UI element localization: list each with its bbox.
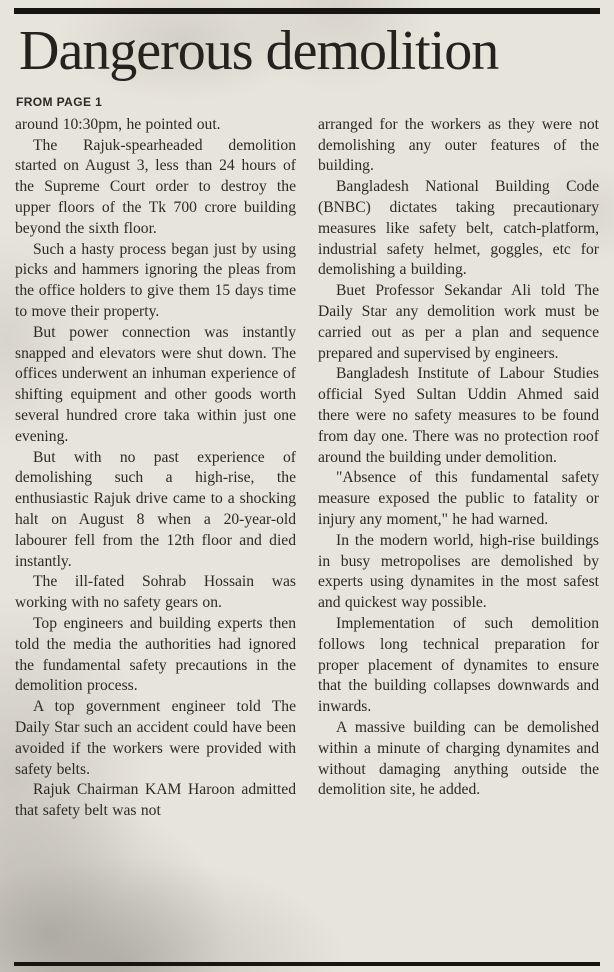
right-column bbox=[318, 115, 599, 956]
paragraph: Bangladesh National Building Code (BNBC) dictates taking precautionary measures like safety belt, catch-platform, industrial safety helmet, goggles, etc for demolishing a building. bbox=[318, 178, 599, 279]
paragraph: "Absence of this fundamental safety measure exposed the public to fatality or injury any moment," he had warned. bbox=[318, 469, 599, 528]
bottom-rule bbox=[14, 962, 600, 966]
article-body bbox=[15, 115, 599, 956]
paragraph: Buet Professor Sekandar Ali told The Daily Star any demolition work must be carried out as per a plan and sequence prepared and supervised by engineers. bbox=[318, 282, 599, 362]
paragraph: The Rajuk-spearheaded demolition started on August 3, less than 24 hours of the Supreme Court order to destroy the upper floors of the Tk 700 crore building beyond the sixth floor. bbox=[15, 136, 296, 237]
from-page-label: FROM PAGE 1 bbox=[16, 94, 103, 109]
paragraph: A massive building can be demolished within a minute of charging dynamites and without damaging anything outside the demolition site, he added. bbox=[318, 718, 599, 799]
article-title: Dangerous demolition bbox=[19, 20, 499, 82]
paragraph: Rajuk Chairman KAM Haroon admitted that safety belt was not bbox=[15, 781, 296, 820]
paragraph: Implementation of such demolition follows long technical preparation for proper placement of dynamites to ensure that the building collapses downwards and inwards. bbox=[318, 614, 599, 716]
paragraph: Such a hasty process began just by using picks and hammers ignoring the pleas from the office holders to give them 15 days time to move their property. bbox=[15, 240, 296, 320]
paragraph: Top engineers and building experts then told the media the authorities had ignored the fundamental safety precautions in the demolition process. bbox=[15, 614, 296, 695]
paragraph: The ill-fated Sohrab Hossain was working with no safety gears on. bbox=[15, 573, 296, 612]
paragraph: In the modern world, high-rise buildings in busy metropolises are demolished by experts using dynamites in the most safest and quickest way possible. bbox=[318, 531, 599, 612]
paragraph: around 10:30pm, he pointed out. bbox=[15, 115, 221, 133]
paragraph: But power connection was instantly snapped and elevators were shut down. The offices underwent an inhuman experience of shifting equipment and other goods worth several hundred crore taka within just one evening. bbox=[15, 323, 296, 445]
paragraph: A top government engineer told The Daily Star such an accident could have been avoided if the workers were provided with safety belts. bbox=[15, 698, 296, 778]
top-rule bbox=[14, 8, 600, 14]
paragraph: arranged for the workers as they were not demolishing any outer features of the building. bbox=[318, 115, 599, 175]
left-column bbox=[15, 115, 296, 956]
paragraph: Bangladesh Institute of Labour Studies official Syed Sultan Uddin Ahmed said there were no safety measures to be found from day one. There was no protection roof around the building under demolition. bbox=[318, 365, 599, 466]
paragraph: But with no past experience of demolishing such a high-rise, the enthusiastic Rajuk drive came to a shocking halt on August 8 when a 20-year-old labourer fell from the 12th floor and died instantly. bbox=[15, 448, 296, 570]
